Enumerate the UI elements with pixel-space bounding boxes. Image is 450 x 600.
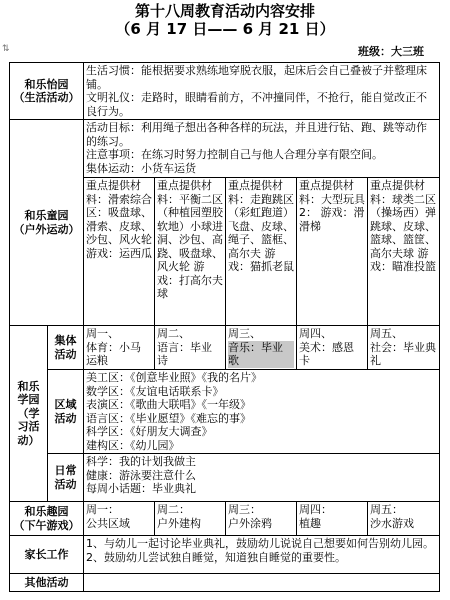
family-row <box>10 536 440 574</box>
outdoor-day-3: 重点提供材料：走跑跳区（彩虹跑道）飞盘、皮球、绳子、篮框、高尔夫 游戏：猫抓老鼠 <box>226 178 297 326</box>
list-item: 建构区：《幼儿园》 <box>86 438 180 452</box>
list-item: 1、与幼儿一起讨论毕业典礼，鼓励幼儿说说自己想要如何告别幼儿园。 <box>86 537 434 550</box>
area-activity-content <box>84 370 440 454</box>
list-item: 健康：游泳要注意什么 <box>86 468 196 482</box>
daily-activity-content <box>84 454 440 502</box>
life-content <box>84 63 440 120</box>
group-day-4: 周四、 美术：感恩 卡 <box>297 326 368 370</box>
goal-text: 活动目标：利用绳子想出各种各样的玩法，并且进行钻、跑、跳等动作的练习。 <box>86 121 427 148</box>
group-day-2: 周二、 语言：毕业 诗 <box>155 326 226 370</box>
outdoor-day-5: 重点提供材料：球类二区（操场西）弹跳球、皮球、篮球、篮筐、高尔夫球 游戏：瞄准投篮 <box>368 178 440 326</box>
afternoon-day-2: 周二： 户外建构 <box>155 502 226 536</box>
list-item: 语言区：《毕业愿望》《难忘的事》 <box>86 411 251 425</box>
habit-text: 生活习惯：能根据要求熟练地穿脱衣服，起床后会自己叠被子并整理床铺。 <box>86 64 427 91</box>
list-item: 每周小话题：毕业典礼 <box>86 482 196 495</box>
afternoon-row <box>10 502 440 536</box>
other-header: 其他活动 <box>10 574 84 592</box>
page-title: 第十八周教育活动内容安排 <box>134 2 315 20</box>
area-activity-row <box>10 370 440 454</box>
schedule-table <box>9 62 440 592</box>
afternoon-header: 和乐趣园 （下午游戏） <box>10 502 84 536</box>
family-content <box>84 536 440 574</box>
anchor-mark-icon: ⇅ <box>2 44 10 54</box>
list-item: 数学区：《友谊电话联系卡》 <box>86 384 224 398</box>
other-row <box>10 574 440 592</box>
afternoon-day-4: 周四： 植趣 <box>297 502 368 536</box>
family-header: 家长工作 <box>10 536 84 574</box>
group-exercise-text: 集体运动：小货车运货 <box>86 161 196 175</box>
list-item: 科学区：《好朋友大调查》 <box>86 425 213 438</box>
daily-activity-label: 日常 活动 <box>48 454 84 502</box>
outdoor-row <box>10 120 440 178</box>
etiquette-text: 文明礼仪：走路时，眼睛看前方，不冲撞同伴，不抢行，能自觉改正不良行为。 <box>86 91 427 118</box>
group-day-5: 周五、 社会：毕业典 礼 <box>368 326 440 370</box>
list-item: 科学：我的计划我做主 <box>86 455 196 468</box>
group-activity-label: 集体 活动 <box>48 326 84 370</box>
list-item: 表演区：《歌曲大联唱》《一年级》 <box>86 398 251 411</box>
class-label: 班级：大三班 <box>358 45 424 58</box>
date-range: （6 月 17 日—— 6 月 21 日） <box>115 20 335 38</box>
list-item: 美工区：《创意毕业照》《我的名片》 <box>86 371 262 384</box>
outdoor-goals <box>84 120 440 178</box>
afternoon-day-1: 周一： 公共区域 <box>84 502 155 536</box>
life-row <box>10 63 440 120</box>
afternoon-day-3: 周三： 户外涂鸦 <box>226 502 297 536</box>
afternoon-day-5: 周五： 沙水游戏 <box>368 502 440 536</box>
area-activity-label: 区域 活动 <box>48 370 84 454</box>
other-content <box>84 574 440 592</box>
study-header: 和乐 学园 （学 习活 动） <box>10 326 48 502</box>
outdoor-day-4: 重点提供材料：大型玩具 2： 游戏：滑滑梯 <box>297 178 368 326</box>
list-item: 2、鼓励幼儿尝试独自睡觉，知道独自睡觉的重要性。 <box>86 550 346 564</box>
outdoor-day-2: 重点提供材料：平衡二区（种植园塑胶软地）小球进洞、沙包、高跷、吸盘球、风火轮 游戏：打高尔夫球 <box>155 178 226 326</box>
caution-text: 注意事项：在练习时努力控制自己与他人合理分享有限空间。 <box>86 148 383 161</box>
daily-activity-row <box>10 454 440 502</box>
outdoor-day-1: 重点提供材料：滑索综合区：吸盘球、滑索、皮球、沙包、风火轮 游戏：运西瓜 <box>84 178 155 326</box>
group-activity-row <box>10 326 440 370</box>
outdoor-header: 和乐童园 （户外运动） <box>10 120 84 326</box>
life-header: 和乐怡园 （生活活动） <box>10 63 84 120</box>
group-day-3: 周三、 音乐：毕业 歌 <box>226 326 297 370</box>
group-day-1: 周一、 体育：小马 运粮 <box>84 326 155 370</box>
